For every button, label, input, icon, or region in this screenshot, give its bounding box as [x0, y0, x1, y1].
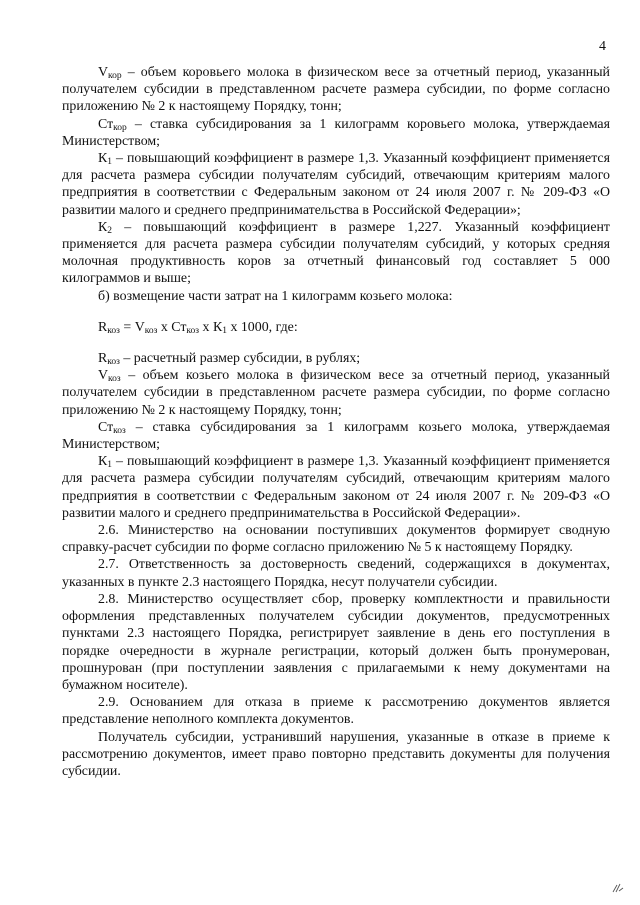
definition-text: – повышающий коэффициент в размере 1,3. Указанный коэффициент применяется для расчета размера субсидии получателям субсидий, отвечающим критериям малого предприятия в соответствии с Федеральным законом от 24 июля 2007 г. № 209-ФЗ «О развитии малого и среднего предпринимательства в Российской Федерации»; — [62, 151, 610, 218]
formula-subscript: 1 — [222, 325, 227, 336]
symbol-subscript: кор — [113, 122, 127, 133]
initials-mark-icon — [610, 879, 626, 895]
symbol: Ст — [98, 116, 114, 132]
symbol-subscript: 1 — [107, 460, 113, 471]
symbol: К — [98, 219, 108, 235]
formula-symbol: Ст — [171, 319, 187, 335]
definition-st-kor — [62, 116, 610, 150]
symbol-subscript: коз — [107, 357, 120, 368]
symbol-subscript: 2 — [107, 225, 113, 236]
definition-text: – ставка субсидирования за 1 килограмм коровьего молока, утверждаемая Министерством; — [62, 116, 610, 149]
clause-2-7: 2.7. Ответственность за достоверность сведений, содержащихся в документах, указанных в пункте 2.3 настоящего Порядка, несут получатели субсидии. — [62, 557, 610, 590]
symbol: Ст — [98, 419, 114, 435]
clause-2-6: 2.6. Министерство на основании поступивших документов формирует сводную справку-расчет субсидии по форме согласно приложению № 5 к настоящему Порядку. — [62, 523, 610, 556]
symbol: V — [98, 65, 109, 80]
formula-symbol: V — [134, 319, 145, 335]
formula-r-koz — [62, 319, 610, 336]
symbol-subscript: коз — [113, 425, 126, 436]
symbol-subscript: 1 — [107, 157, 113, 168]
symbol: V — [98, 368, 109, 384]
page-number: 4 — [599, 39, 606, 54]
clause-2-8: 2.8. Министерство осуществляет сбор, проверку комплектности и правильности оформления представленных получателем субсидии документов, предусмотренных пунктами 2.3 настоящего Порядка, регистрирует заявление в день его поступления в порядке очередности в журнале регистрации, который должен быть пронумерован, прошнурован (при поступлении заявления с прилагаемыми к нему документами на бумажном носителе). — [62, 591, 610, 693]
formula-symbol: К — [212, 319, 223, 335]
symbol: R — [98, 351, 108, 367]
clause-resubmission: Получатель субсидии, устранивший нарушения, указанные в отказе в приеме к рассмотрению документов, имеет право повторно представить документы для получения субсидии. — [62, 729, 610, 779]
definition-st-koz — [62, 419, 610, 453]
definition-v-kor — [62, 64, 610, 116]
definition-k1 — [62, 150, 610, 219]
paragraph-goat-milk: б) возмещение части затрат на 1 килограмм козьего молока: — [98, 288, 453, 304]
definition-text: – ставка субсидирования за 1 килограмм козьего молока, утверждаемая Министерством; — [62, 419, 610, 453]
formula-operator: x — [199, 319, 213, 335]
symbol: К — [98, 454, 108, 470]
formula-subscript: коз — [144, 325, 158, 336]
clause-2-9: 2.9. Основанием для отказа в приеме к рассмотрению документов является представление неполного комплекта документов. — [62, 695, 610, 728]
formula-operator: = — [119, 319, 135, 335]
formula-subscript: коз — [107, 325, 120, 336]
formula-operator: x — [157, 319, 172, 335]
definition-text: – объем коровьего молока в физическом весе за отчетный период, указанный получателем субсидии в представленном расчете размера субсидии, по форме согласно приложению № 2 к настоящему Порядку, тонн; — [62, 65, 610, 115]
definition-r-koz — [62, 350, 610, 367]
symbol: К — [98, 151, 108, 167]
document-body — [62, 64, 610, 780]
definition-text: – повышающий коэффициент в размере 1,227. Указанный коэффициент применяется для расчета размера субсидии получателям субсидий, у которых средняя молочная продуктивность коров за отчетный финансовый год составляет 5 000 килограммов и выше; — [62, 219, 610, 287]
formula-symbol: R — [98, 319, 108, 335]
symbol-subscript: коз — [108, 374, 121, 385]
definition-text: – объем козьего молока в физическом весе за отчетный период, указанный получателем субсидии в представленном расчете размера субсидии, по форме согласно приложению № 2 к настоящему Порядку, тонн; — [62, 368, 610, 418]
definition-v-koz — [62, 367, 610, 419]
definition-text: – повышающий коэффициент в размере 1,3. Указанный коэффициент применяется для расчета размера субсидии получателям субсидий, отвечающим критериям малого предприятия в соответствии с Федеральным законом от 24 июля 2007 г. № 209-ФЗ «О развитии малого и среднего предпринимательства в Российской Федерации». — [62, 454, 610, 521]
formula-subscript: коз — [186, 325, 200, 336]
definition-k2 — [62, 219, 610, 288]
definition-text: – расчетный размер субсидии, в рублях; — [119, 351, 361, 367]
definition-k1-goat — [62, 453, 610, 522]
symbol-subscript: кор — [108, 71, 122, 81]
formula-tail: x 1000, где: — [226, 319, 298, 335]
